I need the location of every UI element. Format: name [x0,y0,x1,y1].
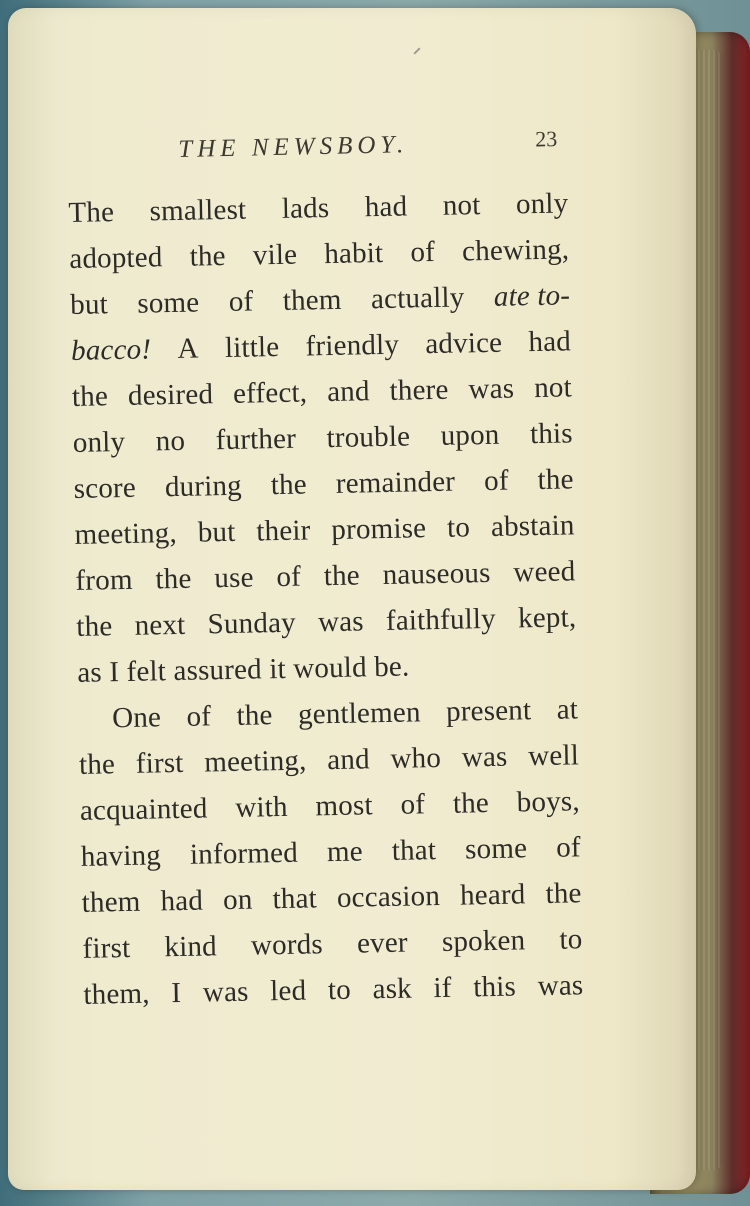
word: kept, [517,601,577,635]
word: was [202,975,249,1009]
word: on [222,883,253,917]
word: during [164,469,243,504]
word: Sunday [207,606,297,641]
word: me [326,835,364,869]
word: first [135,746,184,780]
word: lads [281,191,330,225]
word: advice [424,326,503,361]
word: them, [83,977,150,1011]
word: vile [252,238,298,272]
word: the [452,787,490,820]
word: faithfully [385,602,497,637]
word: nauseous [382,556,491,592]
italic-word: bacco! [70,333,152,367]
word: boys, [516,785,581,819]
word: I [171,976,182,1010]
word: score [73,471,137,505]
word: heard [459,878,526,912]
word: The [68,196,115,229]
book-page [8,8,696,1190]
word: them [282,283,342,317]
word: but [197,515,236,549]
word: most [315,789,374,823]
word: who [390,741,442,775]
word: of [400,788,426,821]
word: having [80,839,162,873]
italic-phrase: ate to- [493,279,571,313]
page-number: 23 [534,126,558,152]
word: smallest [149,193,247,228]
text-line [79,732,580,788]
word: had [364,190,408,224]
paragraph-end-line: as I felt assured it would be. [76,650,410,689]
word: to [327,973,352,1007]
word: if [433,971,452,1005]
word: the [78,748,116,781]
word: well [527,739,580,773]
word: ask [372,972,413,1006]
word: no [155,424,186,458]
word: to [446,511,471,544]
word: chewing, [461,233,570,268]
word: of [483,464,509,498]
word: habit [323,236,384,271]
running-title: THE NEWSBOY. [178,131,409,163]
word: meeting, [74,516,178,551]
word: the [155,562,192,596]
word: and [326,375,370,409]
word: of [555,831,582,864]
word: meeting, [203,744,307,779]
word: was [461,740,508,774]
word: led [269,974,307,1008]
word: this [472,970,517,1004]
word: to [559,923,583,956]
page-header [178,126,569,174]
ink-mark [413,47,420,54]
word: present [445,694,532,728]
word: friendly [305,328,400,363]
word: upon [440,418,500,452]
word: of [186,700,212,733]
word: only [72,425,126,459]
word: ever [356,926,409,960]
word: not [442,189,481,222]
word: weed [513,555,576,589]
word: little [224,330,280,365]
word: desired [127,378,214,412]
word: promise [331,512,427,547]
word: kind [164,930,218,964]
word: spoken [441,924,526,958]
word: of [276,560,302,594]
word: there [389,373,449,407]
word: the [71,380,109,413]
word: some [137,286,200,320]
word: had [160,884,204,918]
word: and [326,743,371,777]
word: the [323,559,361,593]
word: A [177,332,199,365]
word: of [410,235,436,269]
text-line [74,502,575,558]
word: first [82,931,131,965]
word: the [236,699,273,732]
word: use [214,561,254,595]
word: the [189,239,226,273]
word: their [256,514,311,548]
word: that [272,882,318,916]
word: of [228,285,254,318]
word: that [391,834,437,867]
word: at [556,693,579,726]
word: them [81,885,141,919]
word: words [250,928,324,962]
word: this [529,417,574,451]
word: not [533,371,573,405]
page-gutter [8,8,56,1190]
word: the [270,468,308,502]
word: the [545,877,582,910]
word: was [537,969,584,1003]
word: was [317,605,365,639]
word: gentlemen [297,696,421,731]
word: next [134,608,186,642]
word: effect, [232,376,308,410]
word: was [468,372,515,406]
word: acquainted [79,792,208,827]
word: adopted [69,241,163,275]
word: from [75,563,133,597]
word: actually [370,281,465,316]
word: informed [189,836,299,871]
word: with [235,790,288,824]
word: the [76,610,113,643]
word: the [537,463,574,497]
text-line [83,962,584,1018]
body-text [68,180,584,1017]
word: occasion [336,879,441,914]
word: abstain [490,509,575,543]
word: had [528,325,572,359]
word: but [69,288,109,321]
word: remainder [335,465,456,500]
word: One [111,701,162,735]
word: only [515,187,569,221]
word: further [215,422,297,457]
word: trouble [326,420,411,455]
word: some [464,832,528,866]
